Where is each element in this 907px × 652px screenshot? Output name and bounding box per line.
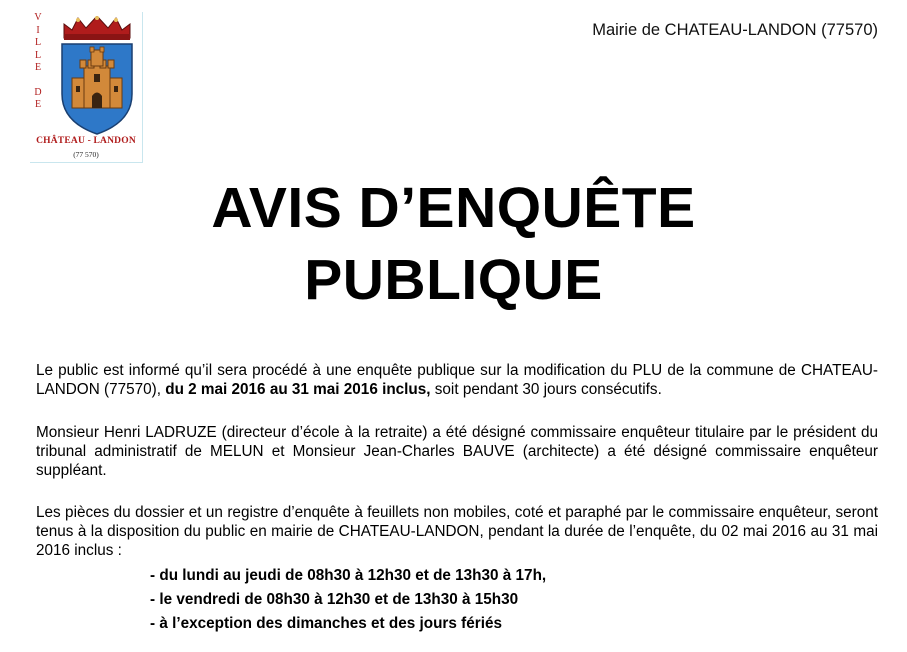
paragraph-commissaires: Monsieur Henri LADRUZE (directeur d’école à la retraite) a été désigné commissaire enquêteur titulaire par le président du tribunal administratif de MELUN et Monsieur Jean-Charles BAUVE (architecte) a été désigné commissaire enquêteur suppléant. — [36, 424, 878, 479]
letter-l1: L — [34, 37, 42, 48]
paragraph1-text-2: soit pendant 30 jours consécutifs. — [430, 381, 662, 398]
letter-l2: L — [34, 49, 42, 61]
letter-gap — [30, 75, 46, 87]
ville-de-vertical-text — [30, 12, 46, 112]
page-title — [0, 172, 907, 316]
schedule-item-friday: - le vendredi de 08h30 à 12h30 et de 13h30 à 15h30 — [150, 591, 519, 608]
logo-town-name: CHÂTEAU - LANDON — [36, 136, 136, 146]
logo-postal-code: (77 570) — [73, 150, 99, 159]
schedule-item-mon-thu: - du lundi au jeudi de 08h30 à 12h30 et de 13h30 à 17h, — [150, 567, 547, 584]
letter-d: D — [34, 86, 42, 98]
paragraph-enquete-dates — [36, 361, 878, 399]
paragraph1-text-1: Le public est informé qu’il sera procédé à une enquête publique sur la modification du PLU de la commune de CHATEAU-LANDON (77570), — [36, 362, 878, 398]
paragraph-dossier: Les pièces du dossier et un registre d’enquête à feuillets non mobiles, coté et paraphé par le commissaire enquêteur, seront tenus à la disposition du public en mairie de CHATEAU-LANDON, pendant la durée de l’enquête, du 02 mai 2016 au 31 mai 2016 inclus : — [36, 504, 878, 559]
title-line-2: PUBLIQUE — [304, 248, 603, 312]
town-crest-logo — [30, 12, 143, 163]
letter-i: I — [36, 24, 40, 36]
shield-castle-icon — [56, 16, 138, 136]
schedule-list — [150, 564, 850, 636]
title-line-1: AVIS D’ENQUÊTE — [211, 176, 696, 240]
paragraph1-bold-dates: du 2 mai 2016 au 31 mai 2016 inclus, — [165, 381, 431, 398]
letter-e1: E — [34, 62, 42, 73]
letter-e2: E — [34, 99, 42, 110]
schedule-item-exceptions: - à l’exception des dimanches et des jours fériés — [150, 615, 502, 632]
letter-v: V — [34, 12, 42, 23]
mairie-header: Mairie de CHATEAU-LANDON (77570) — [592, 21, 878, 39]
